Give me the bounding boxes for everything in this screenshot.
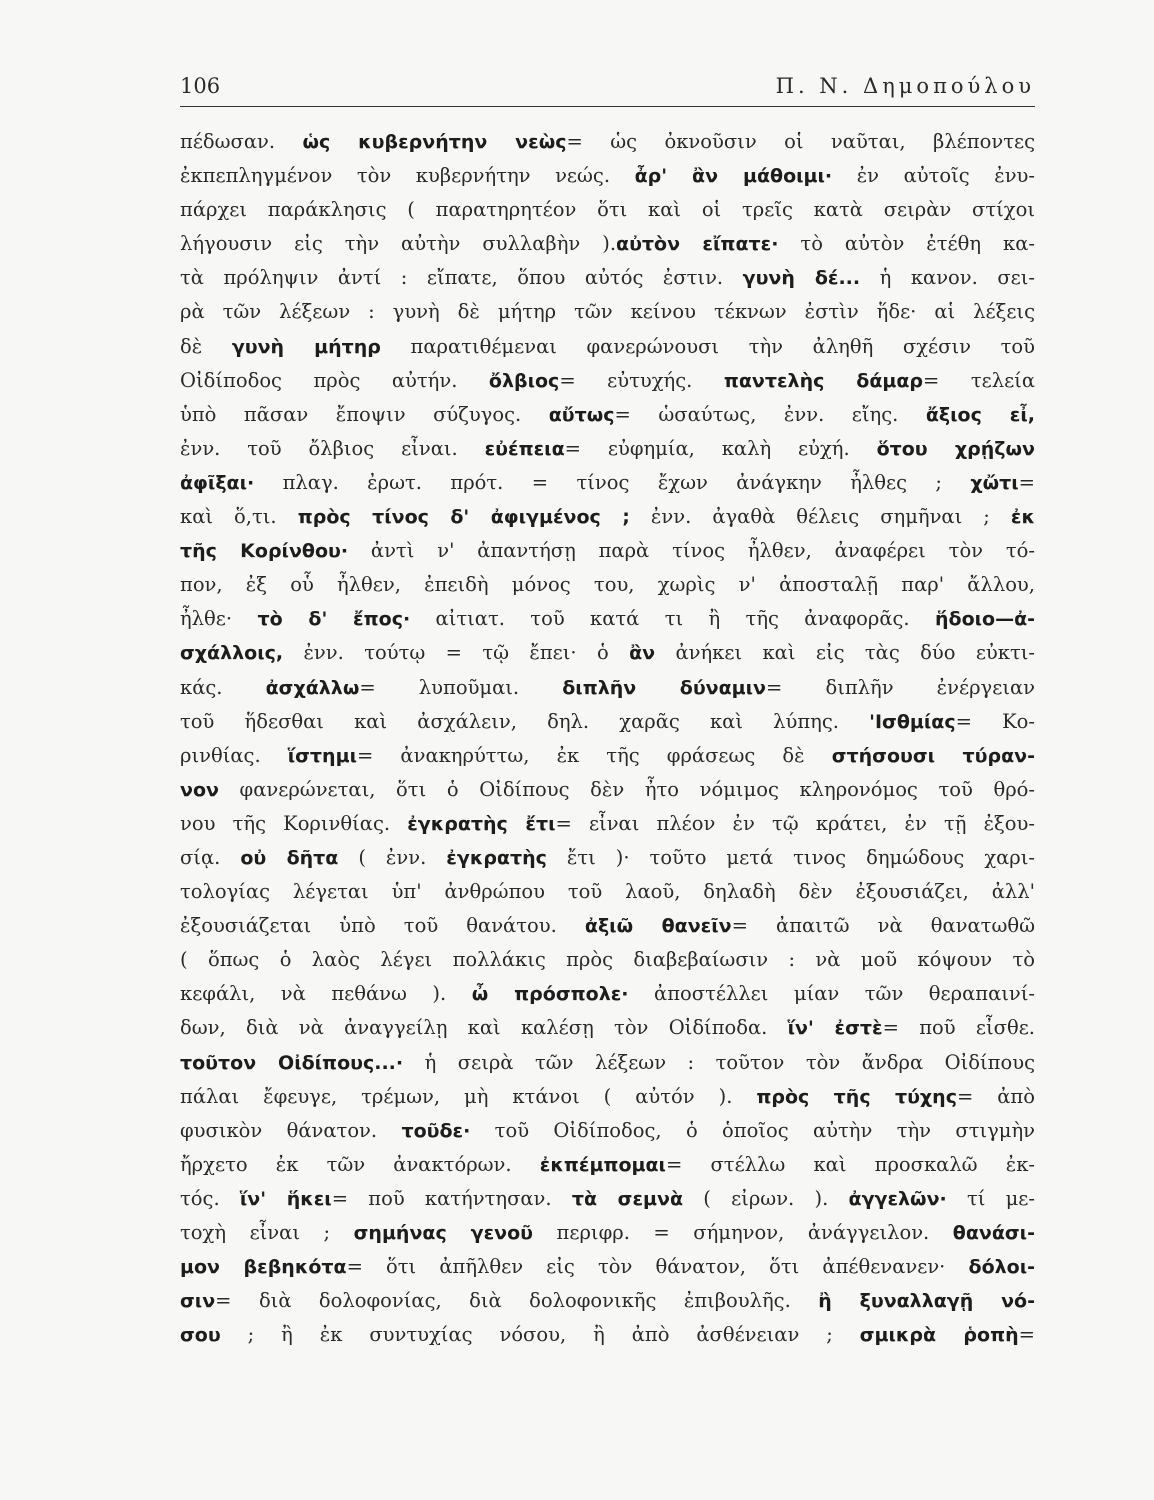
text-line [180,295,1035,329]
gloss-text: ( εἰρων. ). [683,1186,849,1210]
gloss-text: = ἀπαιτῶ νὰ θανατωθῶ [731,914,1035,938]
gloss-text: ἤρχετο ἐκ τῶν ἀνακτόρων. [180,1152,540,1176]
gloss-text: ἐκπεπληγμένον τὸν κυβερνήτην νεώς. [180,164,635,188]
gloss-text: ( ἐνν. [338,845,447,869]
lemma-bold: ἥδοιο—ἀ- [934,608,1035,631]
gloss-text: περιφρ. = σήμηνον, ἀνάγγειλον. [533,1221,953,1244]
lemma-bold: ὦ πρόσπολε· [471,983,629,1006]
text-line [180,909,1035,943]
gloss-text: ἔτι )· τοῦτο μετά τινος δημώδους χαρι- [546,845,1035,869]
gloss-text: = ποῦ εἶσθε. [882,1016,1035,1040]
text-line [180,432,1035,466]
text-line [180,330,1035,364]
lemma-bold: ἂν [629,642,656,665]
gloss-text: ἡ σειρὰ τῶν λέξεων : τοῦτον τὸν ἄνδρα Οἰδίπους [403,1050,1035,1074]
gloss-text: τοῦ ἥδεσθαι καὶ ἀσχάλειν, δηλ. χαρᾶς καὶ λύπης. [180,709,870,733]
text-line [180,159,1035,193]
lemma-bold: σημήνας γενοῦ [353,1222,534,1244]
lemma-bold: ἐγκρατὴς ἔτι [407,812,556,835]
gloss-text: ἀντὶ ν' ἀπαντήσῃ παρὰ τίνος ἦλθεν, ἀναφέρει τὸν τό- [348,539,1035,563]
text-line [180,364,1035,398]
text-line [180,1182,1035,1216]
text-line [180,1318,1035,1352]
text-line [180,807,1035,841]
text-line [180,841,1035,875]
text-line [180,1114,1035,1148]
text-line [180,636,1035,670]
lemma-bold: πρὸς τῆς τύχης [756,1085,957,1108]
gloss-text: τός. [180,1186,240,1210]
gloss-text: ἐνν. τοῦ ὄλβιος εἶναι. [180,436,485,460]
lemma-bold: νον [180,778,219,801]
gloss-text: = στέλλω καὶ προσκαλῶ ἐκ- [665,1152,1035,1176]
gloss-text: Οἰδίποδος πρὸς αὐτήν. [180,368,489,392]
text-line [180,227,1035,261]
lemma-bold: ἐκπέμπομαι [539,1153,666,1176]
text-line [180,398,1035,432]
lemma-bold: ἀξιῶ θανεῖν [584,915,732,938]
lemma-bold: γυνὴ δέ... [742,267,861,290]
lemma-bold: στήσουσι τύραν- [831,744,1035,767]
lemma-bold: δόλοι- [968,1256,1035,1279]
gloss-text: σίᾳ. [180,845,241,869]
lemma-bold: οὐ δῆτα [240,846,339,869]
text-line [180,568,1035,602]
gloss-text: = εἶναι πλέον ἐν τῷ κράτει, ἐν τῇ ἐξου- [555,811,1035,835]
gloss-text: ( ὅπως ὁ λαὸς λέγει πολλάκις πρὸς διαβεβαίωσιν : νὰ μοῦ κόψουν τὸ [180,948,1035,972]
lemma-bold: θανάσι- [952,1222,1035,1244]
gloss-text: κάς. [180,675,266,699]
lemma-bold: ἵστημι [287,744,357,767]
gloss-text: αἰτιατ. τοῦ κατά τι ἢ τῆς ἀναφορᾶς. [410,607,935,631]
text-line [180,739,1035,773]
gloss-text: πλαγ. ἐρωτ. πρότ. = τίνος ἔχων ἀνάγκην ἦλθες ; [254,470,971,494]
gloss-text: = ὅτι ἀπῆλθεν εἰς τὸν θάνατον, ὅτι ἀπέθενανεν· [346,1255,969,1279]
gloss-text: πέδωσαν. [180,130,303,153]
gloss-text: ; ἢ ἐκ συντυχίας νόσου, ἢ ἀπὸ ἀσθένειαν ; [220,1323,860,1347]
gloss-text: παρατιθέμεναι φανερώνουσι τὴν ἀληθῆ σχέσιν τοῦ [380,334,1035,358]
lemma-bold: ἀσχάλλω [265,676,360,699]
gloss-text: τοῦ Οἰδίποδος, ὁ ὁποῖος αὐτὴν τὴν στιγμὴν [470,1118,1035,1142]
text-line [180,193,1035,227]
text-line [180,602,1035,636]
gloss-text: = ὡσαύτως, ἐνν. εἴης. [614,402,926,426]
lemma-bold: σχάλλοις, [180,642,284,665]
lemma-bold: τοῦδε· [401,1119,471,1142]
lemma-bold: ἆρ' ἂν μάθοιμι· [634,165,833,188]
gloss-text: = τελεία [923,368,1035,392]
lemma-bold: τοῦτον Οἰδίπους...· [180,1051,404,1074]
lemma-bold: ἐγκρατὴς [446,846,547,869]
lemma-bold: εὐέπεια [484,437,565,460]
text-line [180,671,1035,705]
lemma-bold: τὰ σεμνὰ [571,1187,684,1210]
gloss-text: = ἀπὸ [956,1084,1035,1108]
gloss-text: καὶ ὅ,τι. [180,505,298,529]
gloss-text: ἐν αὐτοῖς ἐνυ- [832,164,1035,188]
gloss-text: κεφάλι, νὰ πεθάνω ). [180,982,472,1006]
gloss-text: ἐνν. ἀγαθὰ θέλεις σημῆναι ; [629,505,1011,529]
text-line [180,705,1035,739]
gloss-text: ἡ κανον. σει- [860,266,1035,290]
gloss-text: τοχὴ εἶναι ; [180,1221,354,1244]
lemma-bold: γυνὴ μήτηρ [231,335,381,358]
text-line [180,125,1035,159]
text-line [180,1080,1035,1114]
gloss-text: ἐξουσιάζεται ὑπὸ τοῦ θανάτου. [180,914,585,938]
gloss-text: = [1018,470,1035,494]
gloss-text: ἐνν. τούτῳ = τῷ ἔπει· ὁ [283,641,630,665]
page-header [180,72,1035,107]
lemma-bold: χὤτι [970,471,1019,494]
lemma-bold: σου [180,1324,221,1347]
text-line [180,1148,1035,1182]
lemma-bold: ὄλβιος [488,369,560,392]
lemma-bold: ἀφῖξαι· [180,471,255,494]
gloss-text: = διὰ δολοφονίας, διὰ δολοφονικῆς ἐπιβουλῆς. [215,1289,819,1313]
lemma-bold: διπλῆν δύναμιν [562,676,766,699]
lemma-bold: τὸ δ' ἔπος· [257,608,411,631]
page-number: 106 [180,74,221,98]
gloss-text: πον, ἐξ οὗ ἦλθεν, ἐπειδὴ μόνος του, χωρὶς ν' ἀποσταλῇ παρ' ἄλλου, [180,573,1035,597]
text-line [180,773,1035,807]
running-head: Π. Ν. Δημοπούλου [775,74,1035,98]
lemma-bold: 'Ισθμίας [869,710,956,733]
text-line [180,1216,1035,1250]
lemma-bold: ἄξιος εἶ, [925,403,1035,426]
gloss-text: ἀποστέλλει μίαν τῶν θεραπαινί- [628,982,1035,1006]
gloss-text: ρινθίας. [180,743,288,767]
text-line [180,500,1035,534]
text-line [180,1284,1035,1318]
gloss-text: νου τῆς Κορινθίας. [180,811,408,835]
gloss-text: ἦλθε· [180,607,258,631]
lemma-bold: ὅτου χρῄζων [876,437,1035,460]
gloss-text: δων, διὰ νὰ ἀναγγείλῃ καὶ καλέσῃ τὸν Οἰδίποδα. [180,1016,788,1040]
gloss-text: ρὰ τῶν λέξεων : γυνὴ δὲ μήτηρ τῶν κείνου τέκνων ἐστὶν ἥδε· αἱ λέξεις [180,300,1035,324]
gloss-text: πάλαι ἔφευγε, τρέμων, μὴ κτάνοι ( αὐτόν ). [180,1084,757,1108]
gloss-text: = [1018,1323,1035,1347]
text-line [180,943,1035,977]
gloss-text: = διπλῆν ἐνέργειαν [765,675,1035,699]
text-line [180,977,1035,1011]
gloss-text: πάρχει παράκλησις ( παρατηρητέον ὅτι καὶ οἱ τρεῖς κατὰ σειρὰν στίχοι [180,198,1035,222]
gloss-text: = ὡς ὀκνοῦσιν οἱ ναῦται, βλέποντες [566,130,1035,153]
lemma-bold: μον βεβηκότα [180,1256,347,1279]
gloss-text: φυσικὸν θάνατον. [180,1118,402,1142]
lemma-bold: ἀγγελῶν· [848,1187,947,1210]
gloss-text: = ποῦ κατήντησαν. [331,1186,572,1210]
text-line [180,261,1035,295]
lemma-bold: ὡς κυβερνήτην νεὼς [302,131,567,153]
text-line [180,1250,1035,1284]
gloss-text: δὲ [180,334,232,358]
gloss-text: = ἀνακηρύττω, ἐκ τῆς φράσεως δὲ [356,743,832,767]
lemma-bold: αὐτὸν εἴπατε· [616,233,779,256]
text-line [180,1046,1035,1080]
gloss-text: τὰ πρόληψιν ἀντί : εἴπατε, ὅπου αὐτός ἐστιν. [180,266,743,290]
gloss-text: ἀνήκει καὶ εἰς τὰς δύο εὐκτι- [655,641,1035,665]
lemma-bold: ἵν' ἐστὲ [787,1017,883,1040]
gloss-text: φανερώνεται, ὅτι ὁ Οἰδίπους δὲν ἦτο νόμιμος κληρονόμος τοῦ θρό- [218,777,1035,801]
lemma-bold: ἐκ [1010,506,1035,529]
gloss-text: = εὐτυχής. [559,368,724,392]
commentary-text [180,125,1035,1352]
gloss-text: λήγουσιν εἰς τὴν αὐτὴν συλλαβὴν ). [180,232,617,256]
gloss-text: ὑπὸ πᾶσαν ἔποψιν σύζυγος. [180,402,549,426]
lemma-bold: σμικρὰ ῥοπὴ [859,1324,1019,1347]
lemma-bold: ἵν' ἥκει [239,1187,332,1210]
lemma-bold: ἢ ξυναλλαγῇ νό- [818,1290,1035,1313]
lemma-bold: αὔτως [548,403,615,426]
gloss-text: τολογίας λέγεται ὑπ' ἀνθρώπου τοῦ λαοῦ, δηλαδὴ δὲν ἐξουσιάζει, ἀλλ' [180,880,1035,904]
gloss-text: τὸ αὐτὸν ἐτέθη κα- [778,232,1035,256]
text-line [180,534,1035,568]
gloss-text: = εὐφημία, καλὴ εὐχή. [564,436,877,460]
text-line [180,1011,1035,1045]
gloss-text: τί με- [946,1186,1035,1210]
lemma-bold: παντελὴς δάμαρ [723,369,924,392]
text-line [180,875,1035,909]
lemma-bold: σιν [180,1290,216,1313]
lemma-bold: τῆς Κορίνθου· [180,540,349,563]
gloss-text: = λυποῦμαι. [359,675,563,699]
lemma-bold: πρὸς τίνος δ' ἀφιγμένος ; [297,506,630,529]
text-line [180,466,1035,500]
gloss-text: = Κο- [955,709,1035,733]
